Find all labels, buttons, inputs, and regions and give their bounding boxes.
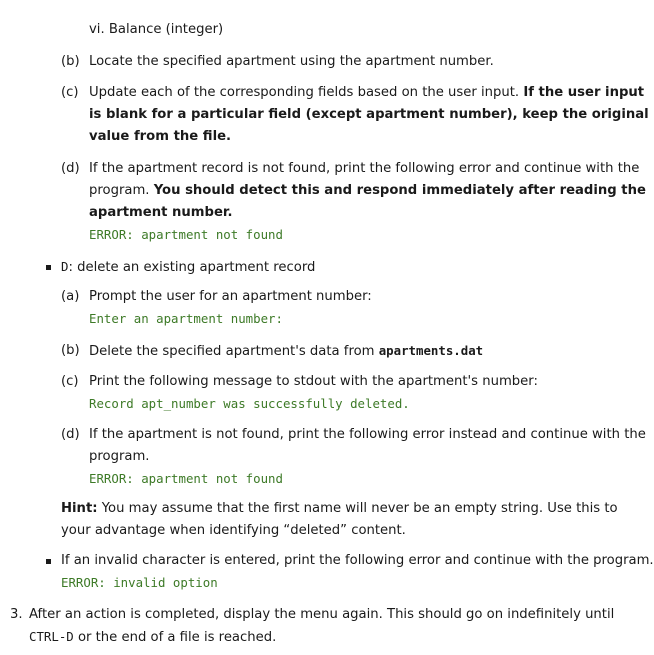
- update-c-marker: (c): [61, 85, 79, 100]
- delete-a-prompt: Enter an apartment number:: [89, 311, 283, 326]
- invalid-option-text: If an invalid character is entered, print the following error and continue with the program.: [61, 553, 654, 568]
- delete-c-text: Print the following message to stdout with the apartment's number:: [89, 374, 538, 389]
- update-d-line2: program. You should detect this and respond immediately after reading the: [89, 183, 646, 198]
- update-c-line2: is blank for a particular field (except apartment number), keep the original: [89, 107, 649, 122]
- step3-line2: CTRL-D or the end of a file is reached.: [29, 629, 277, 645]
- hint-line1: Hint: You may assume that the first name will never be an empty string. Use this to: [61, 501, 618, 516]
- update-d-line3: apartment number.: [89, 205, 233, 220]
- step3-number: 3.: [10, 607, 23, 622]
- delete-d-line2: program.: [89, 449, 150, 464]
- update-b-marker: (b): [61, 54, 80, 69]
- bullet-invalid: [46, 559, 51, 564]
- delete-d-error: ERROR: apartment not found: [89, 471, 283, 486]
- delete-option-heading: D: delete an existing apartment record: [61, 259, 316, 275]
- update-d-marker: (d): [61, 161, 80, 176]
- delete-b-text: Delete the specified apartment's data from apartments.dat: [89, 343, 484, 359]
- ctrl-d-key: CTRL-D: [29, 629, 74, 644]
- delete-c-message: Record apt_number was successfully deleted.: [89, 396, 410, 411]
- delete-d-line1: If the apartment is not found, print the following error instead and continue with the: [89, 427, 646, 442]
- hint-line2: your advantage when identifying “deleted” content.: [61, 523, 406, 538]
- hint-label: Hint:: [61, 501, 98, 516]
- delete-a-text: Prompt the user for an apartment number:: [89, 289, 372, 304]
- update-d-line1: If the apartment record is not found, print the following error and continue with the: [89, 161, 640, 176]
- delete-b-marker: (b): [61, 343, 80, 358]
- update-d-error: ERROR: apartment not found: [89, 227, 283, 242]
- balance-field-item: vi. Balance (integer): [89, 22, 224, 37]
- delete-d-marker: (d): [61, 427, 80, 442]
- update-c-line3: value from the file.: [89, 129, 232, 144]
- bullet-delete: [46, 265, 51, 270]
- update-b-text: Locate the specified apartment using the apartment number.: [89, 54, 494, 69]
- filename: apartments.dat: [378, 343, 484, 358]
- update-c-line1: Update each of the corresponding fields based on the user input. If the user input: [89, 85, 645, 100]
- delete-c-marker: (c): [61, 374, 79, 389]
- invalid-option-error: ERROR: invalid option: [61, 575, 218, 590]
- step3-line1: After an action is completed, display the menu again. This should go on indefinitely until: [29, 607, 615, 622]
- delete-a-marker: (a): [61, 289, 80, 304]
